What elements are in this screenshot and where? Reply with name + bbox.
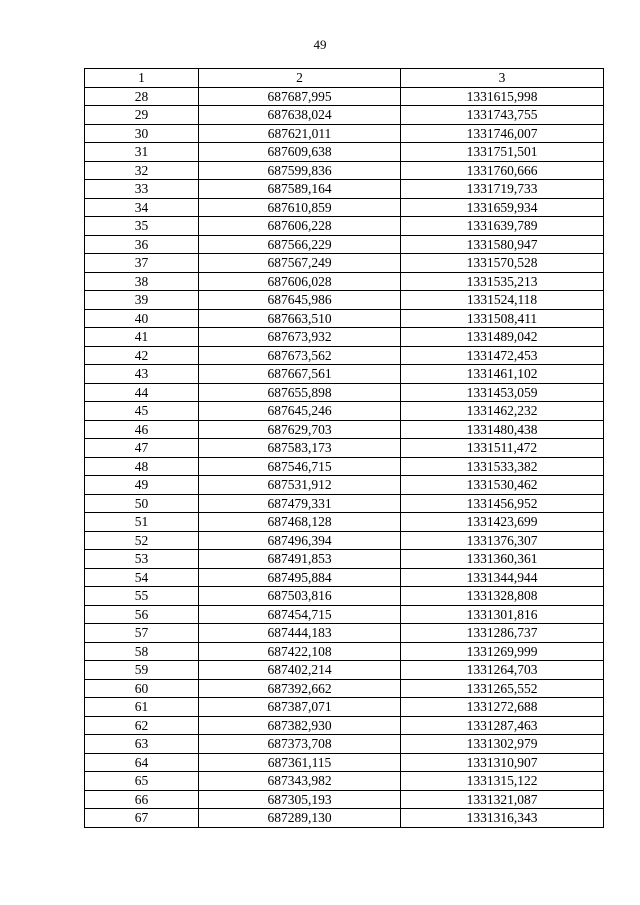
x-coordinate-cell: 687667,561 bbox=[199, 365, 401, 384]
point-number-cell: 56 bbox=[85, 605, 199, 624]
point-number-cell: 66 bbox=[85, 790, 199, 809]
y-coordinate-cell: 1331580,947 bbox=[401, 235, 604, 254]
x-coordinate-cell: 687495,884 bbox=[199, 568, 401, 587]
x-coordinate-cell: 687673,932 bbox=[199, 328, 401, 347]
point-number-cell: 45 bbox=[85, 402, 199, 421]
table-row bbox=[85, 531, 604, 550]
x-coordinate-cell: 687638,024 bbox=[199, 106, 401, 125]
y-coordinate-cell: 1331511,472 bbox=[401, 439, 604, 458]
table-row bbox=[85, 180, 604, 199]
x-coordinate-cell: 687606,028 bbox=[199, 272, 401, 291]
x-coordinate-cell: 687361,115 bbox=[199, 753, 401, 772]
table-row bbox=[85, 494, 604, 513]
point-number-cell: 62 bbox=[85, 716, 199, 735]
point-number-cell: 61 bbox=[85, 698, 199, 717]
y-coordinate-cell: 1331286,737 bbox=[401, 624, 604, 643]
table-row bbox=[85, 383, 604, 402]
table-row bbox=[85, 550, 604, 569]
table-row bbox=[85, 698, 604, 717]
x-coordinate-cell: 687491,853 bbox=[199, 550, 401, 569]
point-number-cell: 44 bbox=[85, 383, 199, 402]
coordinates-table bbox=[84, 68, 604, 828]
y-coordinate-cell: 1331328,808 bbox=[401, 587, 604, 606]
y-coordinate-cell: 1331570,528 bbox=[401, 254, 604, 273]
point-number-cell: 40 bbox=[85, 309, 199, 328]
table-row bbox=[85, 365, 604, 384]
x-coordinate-cell: 687645,246 bbox=[199, 402, 401, 421]
table-row bbox=[85, 661, 604, 680]
y-coordinate-cell: 1331316,343 bbox=[401, 809, 604, 828]
y-coordinate-cell: 1331530,462 bbox=[401, 476, 604, 495]
point-number-cell: 54 bbox=[85, 568, 199, 587]
column-header-3: 3 bbox=[401, 69, 604, 88]
table-row bbox=[85, 346, 604, 365]
y-coordinate-cell: 1331310,907 bbox=[401, 753, 604, 772]
x-coordinate-cell: 687673,562 bbox=[199, 346, 401, 365]
x-coordinate-cell: 687546,715 bbox=[199, 457, 401, 476]
point-number-cell: 63 bbox=[85, 735, 199, 754]
point-number-cell: 64 bbox=[85, 753, 199, 772]
point-number-cell: 52 bbox=[85, 531, 199, 550]
table-row bbox=[85, 457, 604, 476]
table-row bbox=[85, 735, 604, 754]
y-coordinate-cell: 1331344,944 bbox=[401, 568, 604, 587]
y-coordinate-cell: 1331453,059 bbox=[401, 383, 604, 402]
y-coordinate-cell: 1331719,733 bbox=[401, 180, 604, 199]
point-number-cell: 48 bbox=[85, 457, 199, 476]
y-coordinate-cell: 1331524,118 bbox=[401, 291, 604, 310]
x-coordinate-cell: 687387,071 bbox=[199, 698, 401, 717]
y-coordinate-cell: 1331659,934 bbox=[401, 198, 604, 217]
y-coordinate-cell: 1331535,213 bbox=[401, 272, 604, 291]
table-header bbox=[85, 69, 604, 88]
table-row bbox=[85, 235, 604, 254]
table-row bbox=[85, 198, 604, 217]
x-coordinate-cell: 687479,331 bbox=[199, 494, 401, 513]
point-number-cell: 28 bbox=[85, 87, 199, 106]
y-coordinate-cell: 1331287,463 bbox=[401, 716, 604, 735]
point-number-cell: 51 bbox=[85, 513, 199, 532]
x-coordinate-cell: 687503,816 bbox=[199, 587, 401, 606]
point-number-cell: 60 bbox=[85, 679, 199, 698]
column-header-1: 1 bbox=[85, 69, 199, 88]
point-number-cell: 34 bbox=[85, 198, 199, 217]
point-number-cell: 57 bbox=[85, 624, 199, 643]
x-coordinate-cell: 687468,128 bbox=[199, 513, 401, 532]
x-coordinate-cell: 687583,173 bbox=[199, 439, 401, 458]
y-coordinate-cell: 1331639,789 bbox=[401, 217, 604, 236]
y-coordinate-cell: 1331751,501 bbox=[401, 143, 604, 162]
table-row bbox=[85, 809, 604, 828]
x-coordinate-cell: 687343,982 bbox=[199, 772, 401, 791]
x-coordinate-cell: 687454,715 bbox=[199, 605, 401, 624]
y-coordinate-cell: 1331360,361 bbox=[401, 550, 604, 569]
x-coordinate-cell: 687609,638 bbox=[199, 143, 401, 162]
y-coordinate-cell: 1331615,998 bbox=[401, 87, 604, 106]
point-number-cell: 37 bbox=[85, 254, 199, 273]
table-row bbox=[85, 328, 604, 347]
point-number-cell: 32 bbox=[85, 161, 199, 180]
table-row bbox=[85, 790, 604, 809]
x-coordinate-cell: 687663,510 bbox=[199, 309, 401, 328]
point-number-cell: 49 bbox=[85, 476, 199, 495]
y-coordinate-cell: 1331265,552 bbox=[401, 679, 604, 698]
point-number-cell: 38 bbox=[85, 272, 199, 291]
x-coordinate-cell: 687531,912 bbox=[199, 476, 401, 495]
point-number-cell: 42 bbox=[85, 346, 199, 365]
point-number-cell: 55 bbox=[85, 587, 199, 606]
y-coordinate-cell: 1331272,688 bbox=[401, 698, 604, 717]
y-coordinate-cell: 1331264,703 bbox=[401, 661, 604, 680]
x-coordinate-cell: 687629,703 bbox=[199, 420, 401, 439]
y-coordinate-cell: 1331423,699 bbox=[401, 513, 604, 532]
table-row bbox=[85, 402, 604, 421]
table-row bbox=[85, 513, 604, 532]
x-coordinate-cell: 687687,995 bbox=[199, 87, 401, 106]
table-row bbox=[85, 87, 604, 106]
x-coordinate-cell: 687621,011 bbox=[199, 124, 401, 143]
y-coordinate-cell: 1331746,007 bbox=[401, 124, 604, 143]
y-coordinate-cell: 1331301,816 bbox=[401, 605, 604, 624]
x-coordinate-cell: 687567,249 bbox=[199, 254, 401, 273]
y-coordinate-cell: 1331315,122 bbox=[401, 772, 604, 791]
point-number-cell: 33 bbox=[85, 180, 199, 199]
table-row bbox=[85, 568, 604, 587]
point-number-cell: 53 bbox=[85, 550, 199, 569]
point-number-cell: 67 bbox=[85, 809, 199, 828]
y-coordinate-cell: 1331472,453 bbox=[401, 346, 604, 365]
x-coordinate-cell: 687422,108 bbox=[199, 642, 401, 661]
x-coordinate-cell: 687655,898 bbox=[199, 383, 401, 402]
y-coordinate-cell: 1331302,979 bbox=[401, 735, 604, 754]
x-coordinate-cell: 687589,164 bbox=[199, 180, 401, 199]
x-coordinate-cell: 687599,836 bbox=[199, 161, 401, 180]
x-coordinate-cell: 687402,214 bbox=[199, 661, 401, 680]
x-coordinate-cell: 687566,229 bbox=[199, 235, 401, 254]
point-number-cell: 35 bbox=[85, 217, 199, 236]
point-number-cell: 50 bbox=[85, 494, 199, 513]
y-coordinate-cell: 1331760,666 bbox=[401, 161, 604, 180]
table-row bbox=[85, 624, 604, 643]
y-coordinate-cell: 1331508,411 bbox=[401, 309, 604, 328]
x-coordinate-cell: 687289,130 bbox=[199, 809, 401, 828]
y-coordinate-cell: 1331743,755 bbox=[401, 106, 604, 125]
point-number-cell: 36 bbox=[85, 235, 199, 254]
point-number-cell: 29 bbox=[85, 106, 199, 125]
table-row bbox=[85, 106, 604, 125]
point-number-cell: 30 bbox=[85, 124, 199, 143]
point-number-cell: 41 bbox=[85, 328, 199, 347]
table-row bbox=[85, 679, 604, 698]
page-number: 49 bbox=[313, 37, 327, 52]
table-row bbox=[85, 217, 604, 236]
table-row bbox=[85, 309, 604, 328]
table-row bbox=[85, 605, 604, 624]
x-coordinate-cell: 687382,930 bbox=[199, 716, 401, 735]
y-coordinate-cell: 1331321,087 bbox=[401, 790, 604, 809]
table-row bbox=[85, 254, 604, 273]
y-coordinate-cell: 1331376,307 bbox=[401, 531, 604, 550]
x-coordinate-cell: 687610,859 bbox=[199, 198, 401, 217]
table-row bbox=[85, 772, 604, 791]
point-number-cell: 31 bbox=[85, 143, 199, 162]
x-coordinate-cell: 687392,662 bbox=[199, 679, 401, 698]
point-number-cell: 47 bbox=[85, 439, 199, 458]
table-row bbox=[85, 476, 604, 495]
table-row bbox=[85, 642, 604, 661]
point-number-cell: 43 bbox=[85, 365, 199, 384]
x-coordinate-cell: 687645,986 bbox=[199, 291, 401, 310]
point-number-cell: 39 bbox=[85, 291, 199, 310]
table-row bbox=[85, 272, 604, 291]
x-coordinate-cell: 687496,394 bbox=[199, 531, 401, 550]
table-row bbox=[85, 716, 604, 735]
y-coordinate-cell: 1331456,952 bbox=[401, 494, 604, 513]
table-row bbox=[85, 439, 604, 458]
y-coordinate-cell: 1331533,382 bbox=[401, 457, 604, 476]
x-coordinate-cell: 687444,183 bbox=[199, 624, 401, 643]
table-body bbox=[85, 87, 604, 827]
x-coordinate-cell: 687305,193 bbox=[199, 790, 401, 809]
point-number-cell: 59 bbox=[85, 661, 199, 680]
table-row bbox=[85, 420, 604, 439]
table-header-row bbox=[85, 69, 604, 88]
x-coordinate-cell: 687373,708 bbox=[199, 735, 401, 754]
table-row bbox=[85, 587, 604, 606]
y-coordinate-cell: 1331461,102 bbox=[401, 365, 604, 384]
point-number-cell: 58 bbox=[85, 642, 199, 661]
point-number-cell: 65 bbox=[85, 772, 199, 791]
y-coordinate-cell: 1331462,232 bbox=[401, 402, 604, 421]
table-row bbox=[85, 161, 604, 180]
y-coordinate-cell: 1331269,999 bbox=[401, 642, 604, 661]
table-row bbox=[85, 143, 604, 162]
table-row bbox=[85, 291, 604, 310]
column-header-2: 2 bbox=[199, 69, 401, 88]
table-row bbox=[85, 753, 604, 772]
y-coordinate-cell: 1331489,042 bbox=[401, 328, 604, 347]
y-coordinate-cell: 1331480,438 bbox=[401, 420, 604, 439]
point-number-cell: 46 bbox=[85, 420, 199, 439]
table-row bbox=[85, 124, 604, 143]
x-coordinate-cell: 687606,228 bbox=[199, 217, 401, 236]
